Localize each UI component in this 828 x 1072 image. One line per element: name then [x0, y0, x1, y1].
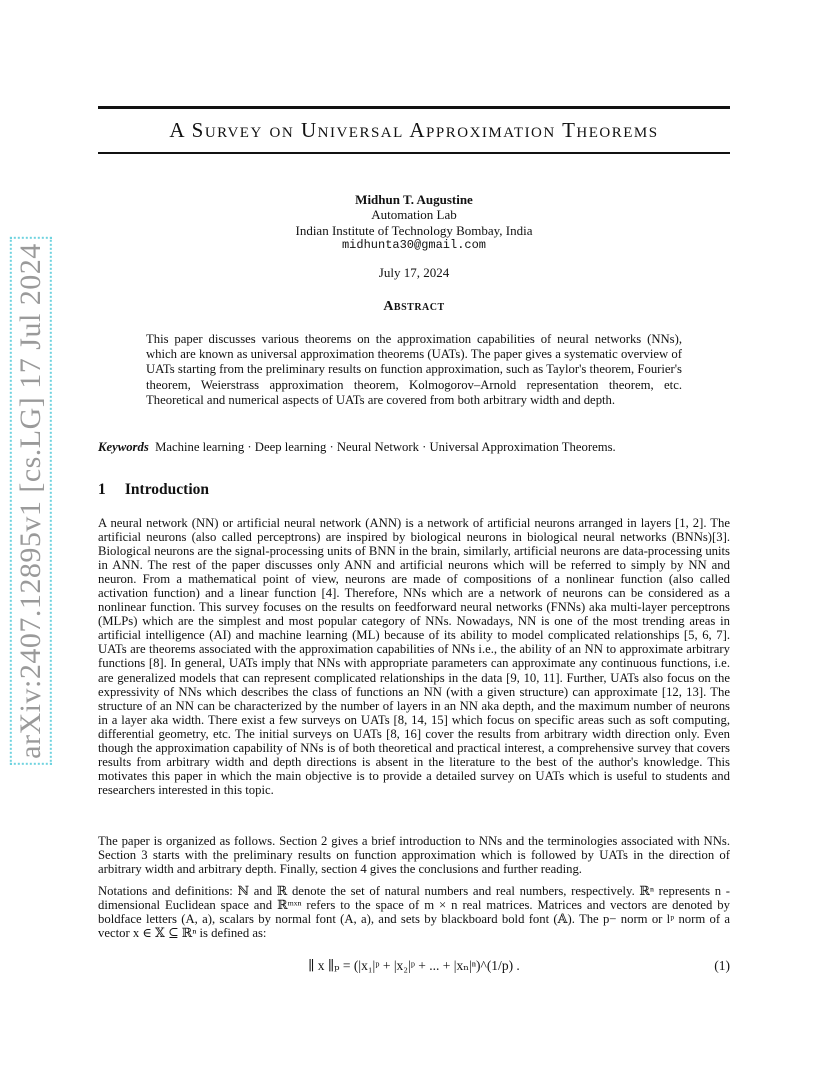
author-lab: Automation Lab [371, 207, 457, 223]
intro-paragraph-1: A neural network (NN) or artificial neural network (ANN) is a network of artificial neurons arranged in layers [1, 2]. The artificial neurons (also called perceptrons) are inspired by biological neurons in biological neural networks (BNNs)[3]. Biological neurons are the signal-processing units of BNN in the brain, similarly, artificial neurons are data-processing units in ANN. The rest of the paper discusses only ANN and artificial neurons which will be referred to simply by NN and neuron. From a mathematical point of view, neurons are made of compositions of a nonlinear function (also called activation function) and a linear function [4]. Therefore, NNs which are a network of neurons can be considered as a nonlinear function. This survey focuses on the results on feedforward neural networks (FNNs) aka multi-layer perceptrons (MLPs) which are the simplest and most popular category of NNs. Nowadays, NN is one of the most trending areas in artificial intelligence (AI) and machine learning (ML) because of its ability to model complicated relationships [5, 6, 7]. UATs are theorems associated with the approximation capabilities of NNs i.e., the ability of an NN to approximate arbitrary functions [8]. In general, UATs imply that NNs with appropriate parameters can approximate any continuous functions, i.e. are generalized models that can represent complicated relationships in the data [9, 10, 11]. Further, UATs also focus on the expressivity of NNs which describes the class of functions an NN (with a given structure) can approximate [12, 13]. The structure of an NN can be characterized by the number of layers in an NN aka depth, and the maximum number of neurons in a layer aka width. There exist a few surveys on UATs [8, 14, 15] which focus on specific areas such as soft computing, differential geometry, etc. The initial surveys on UATs [8, 16] cover the results from arbitrary width direction only. Even though the approximation capability of NNs is of both theoretical and practical interest, a comprehensive survey that covers results from arbitrary width and depth directions is absent in the literature to the best of the author's knowledge. This motivates this paper in which the main objective is to provide a detailed survey on UATs which is useful to students and researchers interested in this topic. [98, 516, 730, 797]
arxiv-stamp-text[interactable]: arXiv:2407.12895v1 [cs.LG] 17 Jul 2024 [14, 243, 47, 759]
arxiv-stamp [8, 243, 54, 759]
section-title: Introduction [124, 481, 209, 498]
notation-paragraph: Notations and definitions: ℕ and ℝ denote the set of natural numbers and real numbers, respectively. ℝⁿ represents n - dimensional Euclidean space and ℝᵐˣⁿ refers to the space of m × n real matrices. Matrices and vectors are denoted by boldface letters (A, a), scalars by normal font (A, a), and sets by blackboard bold font (𝔸). The p− norm or lᵖ norm of a vector x ∈ 𝕏 ⊆ ℝⁿ is defined as: [98, 884, 730, 941]
keywords-line [98, 440, 730, 455]
equation-1 [98, 958, 730, 974]
equation-number: (1) [714, 958, 730, 973]
title-rule-bottom [98, 152, 730, 154]
keywords-label: Keywords [98, 440, 149, 454]
paper-date: July 17, 2024 [378, 265, 450, 280]
section-number: 1 [98, 481, 106, 498]
intro-paragraph-2: The paper is organized as follows. Section 2 gives a brief introduction to NNs and the terminologies associated with NNs. Section 3 starts with the preliminary results on function approximation which is followed by UATs in the direction of arbitrary width and arbitrary depth. Finally, section 4 gives the conclusions and further reading. [98, 834, 730, 877]
author-email[interactable]: midhunta30@gmail.com [341, 238, 487, 253]
author-institution: Indian Institute of Technology Bombay, India [295, 222, 533, 238]
keywords-text: Machine learning · Deep learning · Neural Network · Universal Approximation Theorems. [155, 440, 616, 454]
abstract-text: This paper discusses various theorems on the approximation capabilities of neural networks (NNs), which are known as universal approximation theorems (UATs). The paper gives a systematic overview of UATs starting from the preliminary results on function approximation, such as Taylor's theorem, Fourier's theorem, Weierstrass approximation theorem, Kolmogorov–Arnold representation theorem, etc. Theoretical and numerical aspects of UATs are covered from both arbitrary width and depth. [146, 332, 682, 407]
title-rule-top [98, 106, 730, 109]
paper-title: A Survey on Universal Approximation Theorems [169, 118, 659, 142]
author-name: Midhun T. Augustine [355, 192, 473, 207]
abstract-heading: Abstract [383, 299, 445, 314]
author-block [98, 192, 730, 254]
equation-body: ∥ x ∥ₚ = (|x₁|ᵖ + |x₂|ᵖ + ... + |xₙ|ⁿ)^(1/p) . [308, 958, 520, 973]
section-heading [98, 481, 209, 499]
